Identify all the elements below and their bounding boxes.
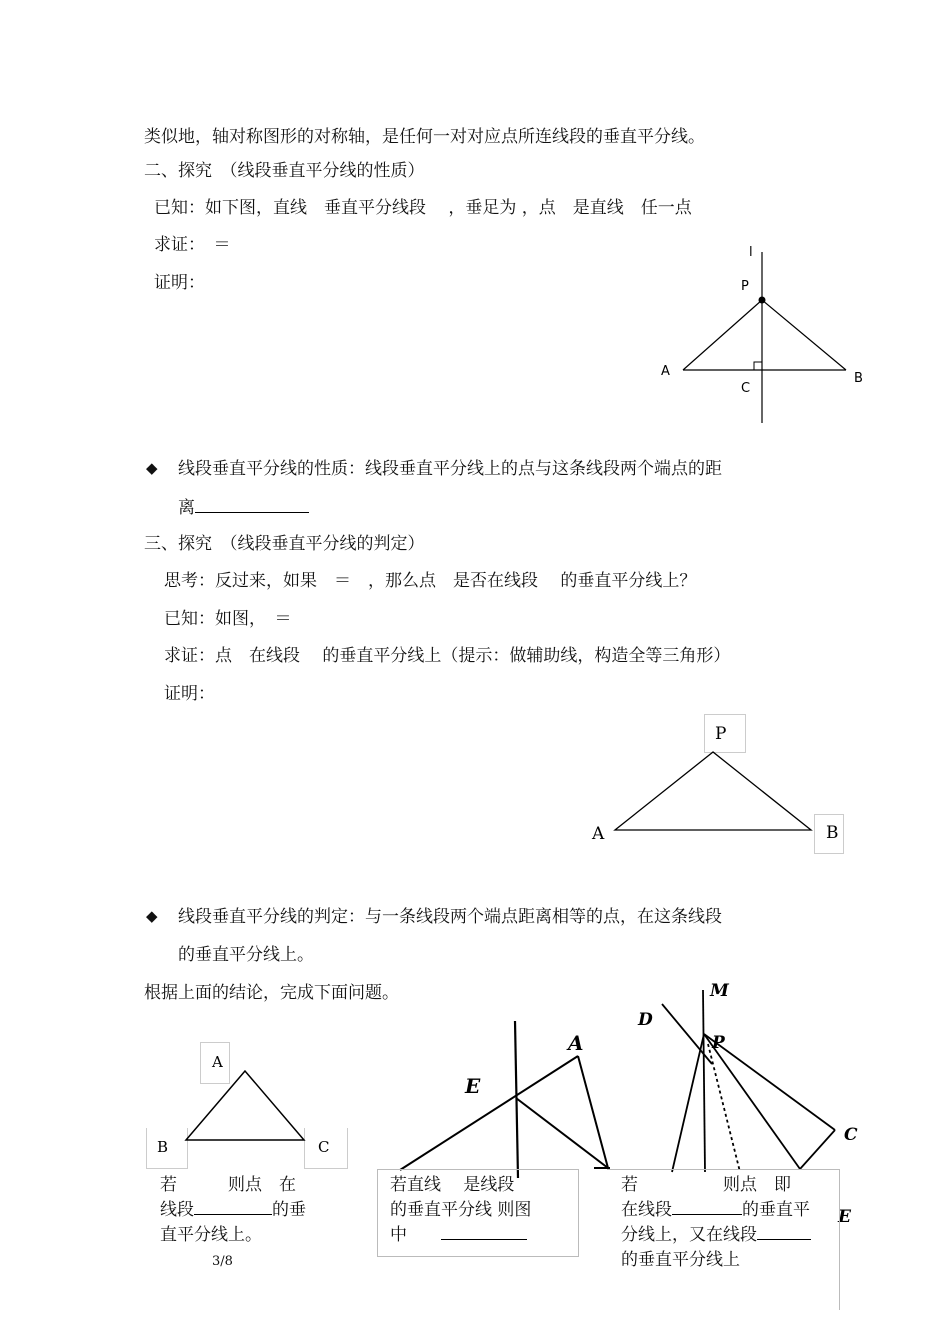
think-line: 思考：反过来，如果 ＝ ，那么点 是否在线段 的垂直平分线上？ xyxy=(164,571,697,591)
label-c: C xyxy=(741,381,751,396)
q1-line-a: 若 则点 在 xyxy=(160,1175,296,1195)
triangle-pab xyxy=(615,752,811,830)
question-cell-3 xyxy=(621,1173,833,1273)
section-heading-3: 三、探究 （线段垂直平分线的判定） xyxy=(144,534,425,554)
answer-blank[interactable] xyxy=(672,1198,742,1215)
label-c5: C xyxy=(844,1125,858,1145)
answer-blank[interactable] xyxy=(757,1223,811,1240)
label-b3: B xyxy=(157,1138,169,1156)
segment-p-left xyxy=(672,1034,704,1172)
label-b2: B xyxy=(826,823,839,843)
label-p2: P xyxy=(715,724,727,744)
segment-c-bottom xyxy=(800,1130,835,1169)
label-a3: A xyxy=(212,1053,223,1071)
label-p: P xyxy=(741,279,749,294)
label-e4: E xyxy=(465,1074,481,1098)
q2-line-c: 中 xyxy=(390,1223,575,1248)
property-line-1: 线段垂直平分线的性质：线段垂直平分线上的点与这条线段两个端点的距 xyxy=(178,459,722,479)
given-line: 已知：如下图，直线 垂直平分线段 ，垂足为 ，点 是直线 任一点 xyxy=(154,198,692,218)
label-c3: C xyxy=(318,1138,330,1156)
answer-blank[interactable] xyxy=(195,496,309,513)
line-m xyxy=(703,990,705,1172)
label-d: D xyxy=(638,1010,653,1030)
segment-p-bottom xyxy=(704,1034,800,1169)
label-a2: A xyxy=(592,824,605,844)
triangle-abc xyxy=(186,1071,304,1140)
q3-line-b: 在线段 的垂直平 xyxy=(621,1200,810,1220)
judgement-line-2: 的垂直平分线上。 xyxy=(178,945,314,965)
figure-perpendicular-bisector xyxy=(650,240,870,425)
text-line-1: 类似地，轴对称图形的对称轴，是任何一对对应点所连线段的垂直平分线。 xyxy=(144,127,705,147)
instruction-line: 根据上面的结论，完成下面问题。 xyxy=(144,983,399,1003)
answer-blank[interactable] xyxy=(441,1223,527,1240)
point-p xyxy=(759,297,766,304)
right-angle-mark xyxy=(754,362,762,370)
q3-line-d: 分线上，又在线段 xyxy=(621,1223,833,1248)
judgement-line-1: 线段垂直平分线的判定：与一条线段两个端点距离相等的点，在这条线段 xyxy=(178,907,722,927)
label-b: B xyxy=(854,371,863,386)
segment-inner xyxy=(516,1098,608,1168)
proof-label-2: 证明： xyxy=(164,684,215,704)
segment-left xyxy=(400,1056,578,1170)
page-number: 3/8 xyxy=(212,1254,233,1269)
figure-middle xyxy=(380,1018,620,1178)
segment-pb xyxy=(762,300,846,370)
q2-line-b: 的垂直平分线 则图 xyxy=(390,1200,532,1220)
answer-blank[interactable] xyxy=(194,1198,272,1215)
diamond-bullet-icon: ◆ xyxy=(146,907,158,925)
figure-triangle-pab xyxy=(585,714,850,854)
q1-line-d: 直平分线上。 xyxy=(160,1225,262,1245)
question-cell-1 xyxy=(160,1173,350,1248)
question-cell-2 xyxy=(390,1173,575,1248)
q3-line-a: 若 则点 即 xyxy=(621,1175,791,1195)
q2-line-a: 若直线 是线段 xyxy=(390,1175,515,1195)
label-l: l xyxy=(749,245,753,260)
segment-right xyxy=(578,1056,608,1168)
proof-label: 证明： xyxy=(154,273,205,293)
q1-line-b: 线段 的垂 xyxy=(160,1200,306,1220)
label-p5: P xyxy=(712,1033,725,1053)
prove-line-2: 求证：点 在线段 的垂直平分线上（提示：做辅助线，构造全等三角形） xyxy=(164,646,731,666)
section-heading-2: 二、探究 （线段垂直平分线的性质） xyxy=(144,161,425,181)
figure-triangle-abc xyxy=(146,1040,356,1170)
label-e5: E xyxy=(838,1207,851,1227)
given-line-2: 已知：如图， ＝ xyxy=(164,609,292,629)
diamond-bullet-icon: ◆ xyxy=(146,459,158,477)
prove-line: 求证： ＝ xyxy=(154,235,231,255)
q3-line-e: 的垂直平分线上 xyxy=(621,1250,740,1270)
label-a: A xyxy=(661,364,670,379)
segment-pa xyxy=(683,300,762,370)
label-a4: A xyxy=(568,1031,584,1055)
label-m: M xyxy=(710,981,729,1001)
property-line-2 xyxy=(178,496,309,519)
property-text-2: 离 xyxy=(178,498,195,518)
